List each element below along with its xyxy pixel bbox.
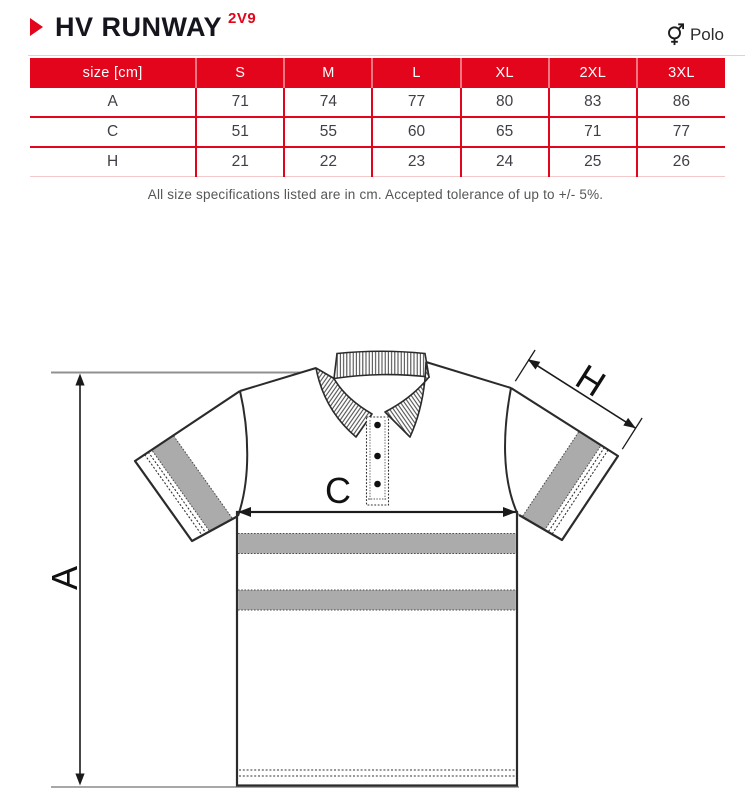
cell: 77 [637,117,725,147]
cell: 74 [284,88,372,117]
label-c: C [325,470,351,511]
cell: 26 [637,147,725,177]
col-header-l: L [372,58,460,88]
col-header-m: M [284,58,372,88]
product-type-label: Polo [689,24,724,44]
extension-tick [515,350,535,381]
col-header-3xl: 3XL [637,58,725,88]
cell: 86 [637,88,725,117]
product-title-text: HV RUNWAY [55,12,223,42]
col-header-s: S [196,58,284,88]
cell: 51 [196,117,284,147]
arrowhead-upleft-icon [528,359,541,369]
button-icon [374,481,381,488]
cell: 80 [461,88,549,117]
cell: 71 [549,117,637,147]
right-sleeve [502,388,625,566]
arrowhead-up-icon [75,374,84,386]
cell: 77 [372,88,460,117]
button-icon [374,422,381,429]
label-a: A [43,565,85,591]
col-header-xl: XL [461,58,549,88]
cell: 23 [372,147,460,177]
arrowhead-down-icon [75,774,84,786]
cell: 25 [549,147,637,177]
tolerance-note: All size specifications listed are in cm. Accepted tolerance of up to +/- 5%. [147,187,604,202]
cell: 55 [284,117,372,147]
row-label: C [30,117,196,147]
cell: 71 [196,88,284,117]
cell: 21 [196,147,284,177]
arrowhead-downright-icon [623,418,636,428]
dimension-a-height [44,374,85,786]
cell: 65 [461,117,549,147]
col-header-2xl: 2XL [549,58,637,88]
button-placket [367,417,389,505]
cell: 83 [549,88,637,117]
label-h: H [568,356,613,405]
left-sleeve [127,391,254,568]
product-variant-code: 2V9 [228,10,257,27]
col-header-size: size [cm] [30,58,196,88]
cell: 22 [284,147,372,177]
row-label: A [30,88,196,117]
cell: 24 [461,147,549,177]
cell: 60 [372,117,460,147]
row-label: H [30,147,196,177]
button-icon [374,453,381,460]
